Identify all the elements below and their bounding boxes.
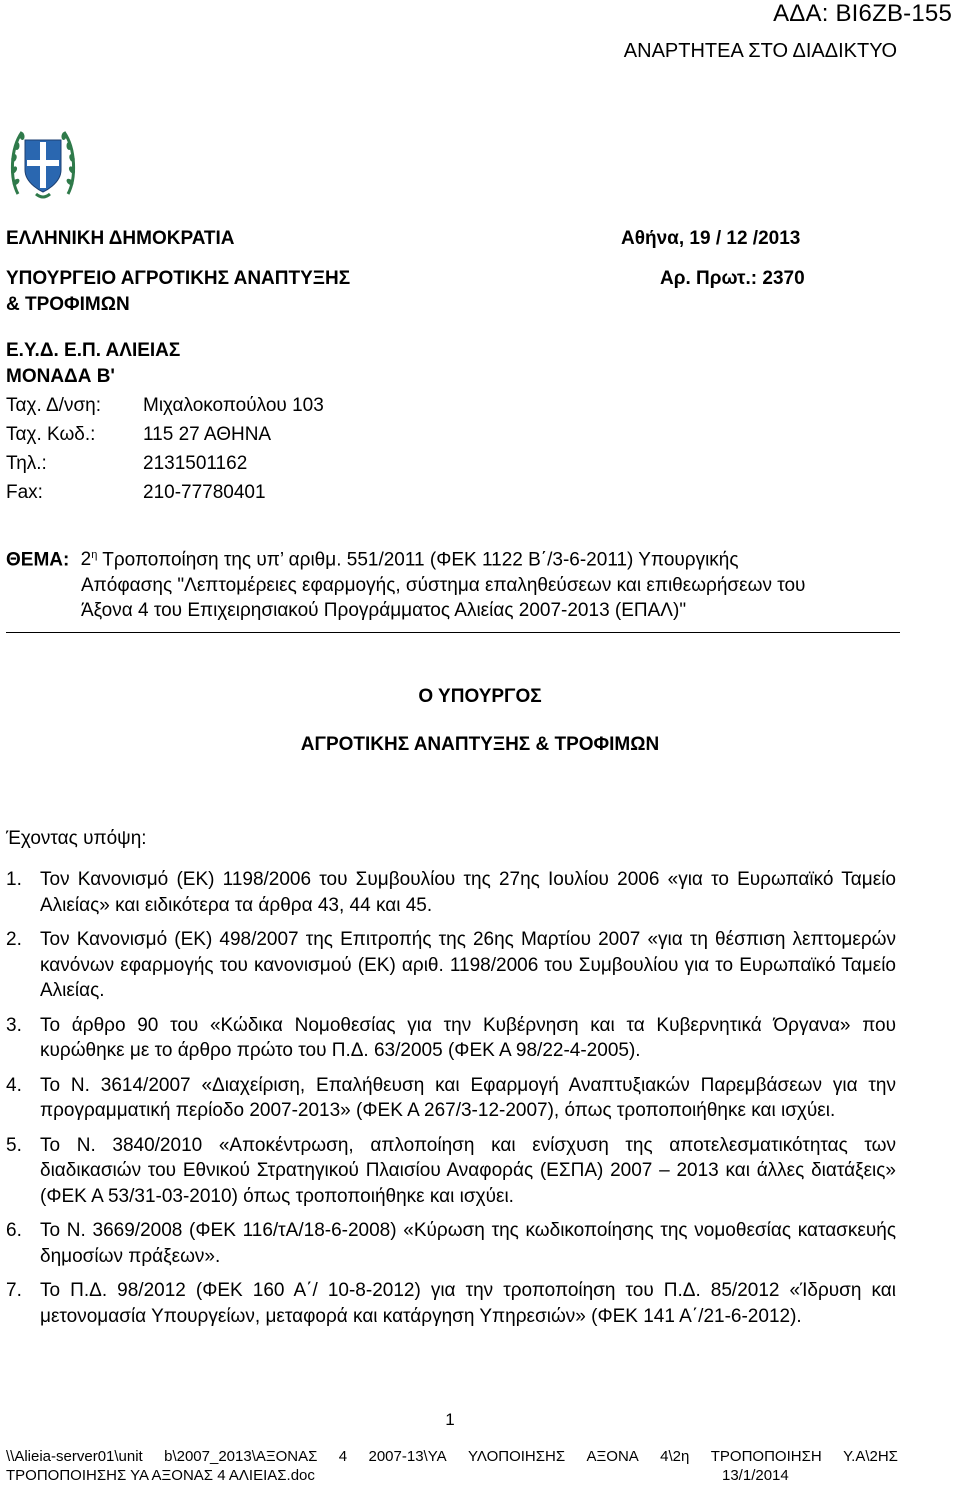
subject-block xyxy=(6,543,896,624)
postcode-value: 115 27 ΑΘΗΝΑ xyxy=(143,424,272,445)
considerations-list xyxy=(6,867,896,1338)
subject-line1 xyxy=(6,543,896,573)
list-item xyxy=(6,867,896,918)
republic-heading: ΕΛΛΗΝΙΚΗ ΔΗΜΟΚΡΑΤΙΑ xyxy=(6,228,235,249)
list-item xyxy=(6,927,896,1004)
unit-name: ΜΟΝΑΔΑ Β' xyxy=(6,366,115,387)
subject-ordinal-sup: η xyxy=(91,549,98,561)
footer-path-line xyxy=(6,1447,898,1466)
ada-code: ΑΔΑ: ΒΙ6ΖΒ-155 xyxy=(773,0,952,27)
authority-title: Ο ΥΠΟΥΡΓΟΣ xyxy=(418,686,542,707)
item-number: 6. xyxy=(6,1220,22,1241)
footer-path-part: 2007-13\ΥΑ xyxy=(368,1448,447,1465)
list-item xyxy=(6,1073,896,1124)
item-text: Το Ν. 3614/2007 «Διαχείριση, Επαλήθευση και Εφαρμογή Αναπτυξιακών Παρεμβάσεων για την προγραμματική περίοδο 2007-2013» (ΦΕΚ Α 267/3-12-2007), όπως τροποποιήθηκε και ισχύει. xyxy=(40,1074,896,1121)
postcode-row xyxy=(6,424,272,446)
footer-path-part: \\Alieia-server01\unit xyxy=(6,1448,143,1465)
footer-date: 13/1/2014 xyxy=(722,1467,789,1484)
footer-path-part: 4\2η xyxy=(660,1448,690,1465)
subject-label: ΘΕΜΑ: xyxy=(6,549,70,571)
item-text: Το Ν. 3669/2008 (ΦΕΚ 116/τΑ/18-6-2008) «Κύρωση της κωδικοποίησης της νομοθεσίας κατασκευής δημοσίων πράξεων». xyxy=(40,1220,896,1267)
considering-label: Έχοντας υπόψη: xyxy=(6,828,147,849)
ministry-name-line1: ΥΠΟΥΡΓΕΙΟ ΑΓΡΟΤΙΚΗΣ ΑΝΑΠΤΥΞΗΣ xyxy=(6,268,351,289)
phone-label: Τηλ.: xyxy=(6,453,47,474)
subject-text-line2: Απόφασης "Λεπτομέρειες εφαρμογής, σύστημα επαληθεύσεων και επιθεωρήσεων του xyxy=(81,574,806,596)
fax-row xyxy=(6,482,266,504)
footer-path-part: ΤΡΟΠΟΠΟΙΗΣΗ xyxy=(710,1448,822,1465)
postcode-label: Ταχ. Κωδ.: xyxy=(6,424,96,445)
item-text: Το Π.Δ. 98/2012 (ΦΕΚ 160 Α΄/ 10-8-2012) για την τροποποίηση του Π.Δ. 85/2012 «Ίδρυση και μετονομασία Υπουργείων, μεταφορά και κατάργηση Υπηρεσιών» (ΦΕΚ 141 Α΄/21-6-2012). xyxy=(40,1280,896,1327)
protocol-number: Αρ. Πρωτ.: 2370 xyxy=(660,268,805,289)
footer-file-line xyxy=(6,1466,898,1485)
item-number: 4. xyxy=(6,1074,22,1096)
item-number: 2. xyxy=(6,929,22,950)
subject-divider xyxy=(6,632,900,633)
page-number: 1 xyxy=(445,1410,455,1429)
authority-subtitle: ΑΓΡΟΤΙΚΗΣ ΑΝΑΠΤΥΞΗΣ & ΤΡΟΦΙΜΩΝ xyxy=(300,734,660,755)
fax-value: 210-77780401 xyxy=(143,482,266,503)
list-item xyxy=(6,1013,896,1064)
phone-value: 2131501162 xyxy=(143,453,248,474)
list-item xyxy=(6,1133,896,1210)
subject-ordinal: 2 xyxy=(80,549,92,571)
fax-label: Fax: xyxy=(6,482,43,503)
item-number: 1. xyxy=(6,869,22,890)
footer-file-name: ΤΡΟΠΟΠΟΙΗΣΗΣ ΥΑ ΑΞΟΝΑΣ 4 ΑΛΙΕΙΑΣ.doc xyxy=(6,1467,315,1484)
footer-path-part: 4 xyxy=(338,1448,348,1465)
list-item xyxy=(6,1278,896,1329)
footer-path-part: Υ.Α\2ΗΣ xyxy=(843,1448,898,1465)
item-text: Τον Κανονισμό (ΕΚ) 498/2007 της Επιτροπής της 26ης Μαρτίου 2007 «για τη θέσπιση λεπτομερών κανόνων εφαρμογής του κανονισμού (ΕΚ) αριθ. 1198/2006 του Συμβουλίου για το Ευρωπαϊκό Ταμείο Αλιείας. xyxy=(40,929,896,1001)
address-label: Ταχ. Δ/νση: xyxy=(6,395,102,416)
address-row xyxy=(6,395,324,417)
document-date: Αθήνα, 19 / 12 /2013 xyxy=(621,228,801,249)
item-number: 5. xyxy=(6,1134,22,1156)
item-text: Τον Κανονισμό (ΕΚ) 1198/2006 του Συμβουλίου της 27ης Ιουλίου 2006 «για το Ευρωπαϊκό Ταμείο Αλιείας» και ειδικότερα τα άρθρα 43, 44 και 45. xyxy=(40,869,896,916)
item-number: 7. xyxy=(6,1280,22,1301)
item-text: Το Ν. 3840/2010 «Αποκέντρωση, απλοποίηση και ενίσχυση της αποτελεσματικότητας των διαδικασιών του Εθνικού Στρατηγικού Πλαισίου Αναφοράς (ΕΣΠΑ) 2007 – 2013 και άλλες διατάξεις» (ΦΕΚ Α 53/31-03-2010) όπως τροποποιήθηκε και ισχύει. xyxy=(40,1134,896,1207)
footer-path-part: b\2007_2013\ΑΞΟΝΑΣ xyxy=(164,1448,318,1465)
address-value: Μιχαλοκοπούλου 103 xyxy=(143,395,324,416)
publish-note: ΑΝΑΡΤΗΤΕΑ ΣΤΟ ΔΙΑΔΙΚΤΥΟ xyxy=(623,40,897,62)
greek-coat-of-arms-icon xyxy=(8,124,78,202)
item-number: 3. xyxy=(6,1014,22,1036)
footer-path-part: ΥΛΟΠΟΙΗΣΗΣ xyxy=(468,1448,566,1465)
phone-row xyxy=(6,453,248,475)
service-name: Ε.Υ.Δ. Ε.Π. ΑΛΙΕΙΑΣ xyxy=(6,340,181,361)
subject-text-line1: Τροποποίηση της υπ’ αριθμ. 551/2011 (ΦΕΚ 1122 Β΄/3-6-2011) Υπουργικής xyxy=(97,549,739,571)
footer-path-part: ΑΞΟΝΑ xyxy=(586,1448,639,1465)
ministry-name-line2: & ΤΡΟΦΙΜΩΝ xyxy=(6,294,130,315)
item-text: Το άρθρο 90 του «Κώδικα Νομοθεσίας για την Κυβέρνηση και τα Κυβερνητικά Όργανα» που κυρώθηκε με το άρθρο πρώτο του Π.Δ. 63/2005 (ΦΕΚ Α 98/22-4-2005). xyxy=(40,1014,896,1061)
subject-text-line3: Άξονα 4 του Επιχειρησιακού Προγράμματος Αλιείας 2007-2013 (ΕΠΑΛ)" xyxy=(81,600,687,622)
footer-file-path xyxy=(6,1447,898,1485)
list-item xyxy=(6,1218,896,1269)
